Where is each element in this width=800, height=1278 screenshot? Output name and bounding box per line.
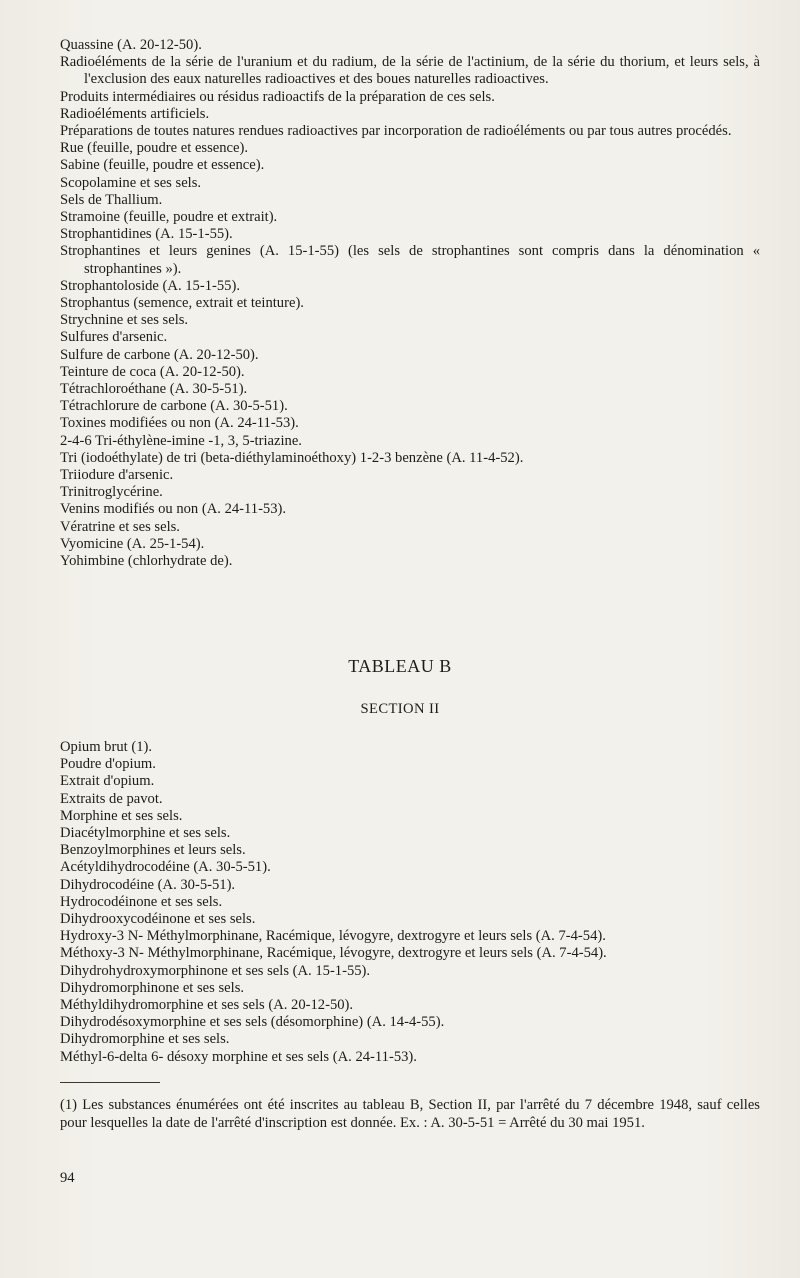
- list-item: Benzoylmorphines et leurs sels.: [60, 842, 246, 859]
- list-item: Dihydrooxycodéinone et ses sels.: [60, 911, 256, 928]
- list-item: Radioéléments artificiels.: [60, 105, 210, 122]
- list-item: Dihydrohydroxymorphinone et ses sels (A. 15-1-55).: [60, 962, 371, 979]
- list-item: Vératrine et ses sels.: [60, 518, 180, 535]
- list-item: 2-4-6 Tri-éthylène-imine -1, 3, 5-triazine.: [60, 432, 302, 449]
- tableau-title: TABLEAU B: [348, 656, 452, 676]
- list-item: Méthoxy-3 N- Méthylmorphinane, Racémique, lévogyre, dextrogyre et leurs sels (A. 7-4-54).: [60, 945, 607, 962]
- list-item: Teinture de coca (A. 20-12-50).: [60, 363, 245, 380]
- list-item: Tri (iodoéthylate) de tri (beta-diéthylaminoéthoxy) 1-2-3 benzène (A. 11-4-52).: [60, 449, 524, 466]
- list-item: Strophantines et leurs genines (A. 15-1-55) (les sels de strophantines sont compris dans la dénomination « strophantines »).: [60, 243, 760, 277]
- list-item: Poudre d'opium.: [60, 756, 156, 773]
- list-item: Dihydrocodéine (A. 30-5-51).: [60, 876, 236, 893]
- list-item: Strophantus (semence, extrait et teinture).: [60, 295, 304, 312]
- list-item: Strychnine et ses sels.: [60, 312, 189, 329]
- list-item: Acétyldihydrocodéine (A. 30-5-51).: [60, 859, 271, 876]
- list-item: Yohimbine (chlorhydrate de).: [60, 553, 233, 570]
- list-item: Triiodure d'arsenic.: [60, 467, 174, 484]
- list-item: Sels de Thallium.: [60, 191, 163, 208]
- list-item: Dihydromorphinone et ses sels.: [60, 979, 245, 996]
- section-title: SECTION II: [360, 701, 440, 717]
- list-item: Méthyl-6-delta 6- désoxy morphine et ses sels (A. 24-11-53).: [60, 1048, 417, 1065]
- list-item: Stramoine (feuille, poudre et extrait).: [60, 209, 278, 226]
- list-item: Sulfures d'arsenic.: [60, 329, 168, 346]
- list-item: Hydrocodéinone et ses sels.: [60, 893, 223, 910]
- page-number: 94: [60, 1170, 75, 1186]
- footnote: (1) Les substances énumérées ont été inscrites au tableau B, Section II, par l'arrêté du 7 décembre 1948, sauf celles pour lesquelles la date de l'arrêté d'inscription est donnée. Ex. : A. 30-5-51 = Arrêté du 30 mai 1951.: [60, 1097, 760, 1131]
- list-item: Venins modifiés ou non (A. 24-11-53).: [60, 501, 287, 518]
- list-item: Radioéléments de la série de l'uranium et du radium, de la série de l'actinium, de la série du thorium, et leurs sels, à l'exclusion des eaux naturelles radioactives et des boues naturelles radioactives.: [60, 54, 760, 88]
- list-item: Trinitroglycérine.: [60, 484, 163, 501]
- list-item: Méthyldihydromorphine et ses sels (A. 20-12-50).: [60, 997, 354, 1014]
- list-item: Tétrachlorure de carbone (A. 30-5-51).: [60, 398, 288, 415]
- list-item: Strophantidines (A. 15-1-55).: [60, 226, 233, 243]
- list-item: Hydroxy-3 N- Méthylmorphinane, Racémique, lévogyre, dextrogyre et leurs sels (A. 7-4-54).: [60, 928, 606, 945]
- list-item: Quassine (A. 20-12-50).: [60, 37, 202, 53]
- list-item: Scopolamine et ses sels.: [60, 174, 202, 191]
- substance-list-tableau-a-continued: [60, 37, 760, 570]
- list-item: Tétrachloroéthane (A. 30-5-51).: [60, 381, 248, 398]
- list-item: Opium brut (1).: [60, 739, 153, 755]
- list-item: Sabine (feuille, poudre et essence).: [60, 157, 265, 174]
- list-item: Dihydromorphine et ses sels.: [60, 1031, 230, 1048]
- list-item: Dihydrodésoxymorphine et ses sels (désomorphine) (A. 14-4-55).: [60, 1014, 445, 1031]
- list-item: Diacétylmorphine et ses sels.: [60, 825, 231, 842]
- list-item: Rue (feuille, poudre et essence).: [60, 140, 249, 157]
- list-item: Préparations de toutes natures rendues radioactives par incorporation de radioéléments ou par tous autres procédés.: [60, 123, 732, 140]
- list-item: Morphine et ses sels.: [60, 807, 183, 824]
- list-item: Produits intermédiaires ou résidus radioactifs de la préparation de ces sels.: [60, 88, 495, 105]
- substance-list-section-ii: [60, 739, 760, 1066]
- footnote-divider: [60, 1082, 160, 1083]
- list-item: Toxines modifiées ou non (A. 24-11-53).: [60, 415, 299, 432]
- list-item: Extrait d'opium.: [60, 773, 155, 790]
- list-item: Vyomicine (A. 25-1-54).: [60, 535, 205, 552]
- list-item: Extraits de pavot.: [60, 790, 163, 807]
- list-item: Strophantoloside (A. 15-1-55).: [60, 277, 240, 294]
- list-item: Sulfure de carbone (A. 20-12-50).: [60, 346, 259, 363]
